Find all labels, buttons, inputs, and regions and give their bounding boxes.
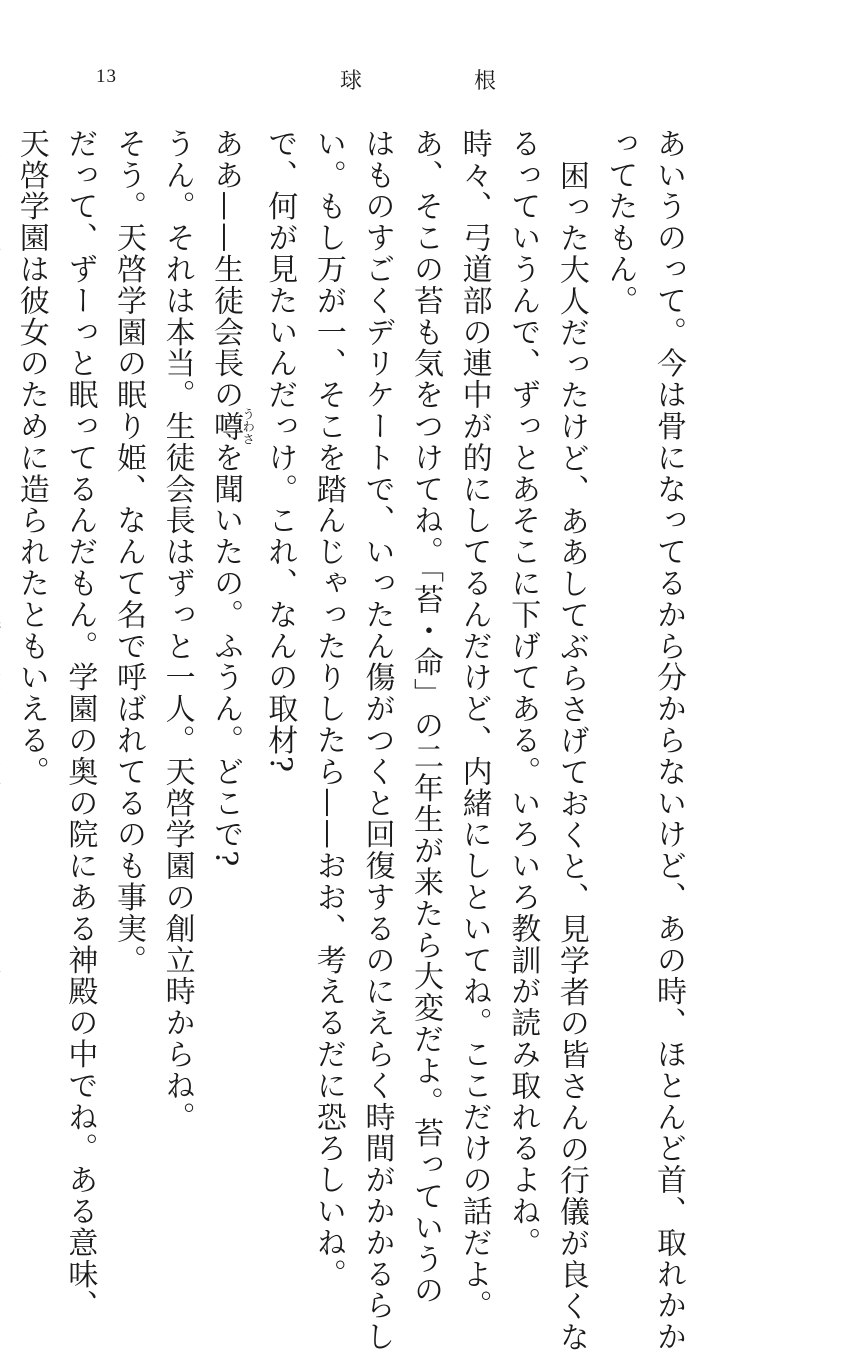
text-line: 時々、弓道部の連中が的にしてるんだけど、内緒にしといてね。ここだけの話だよ。 bbox=[456, 128, 492, 1322]
text-line: はものすごくデリケートで、いったん傷がつくと回復するのにえらく時間がかかるらし bbox=[359, 128, 395, 1353]
ruby-annotation bbox=[208, 407, 256, 446]
text-line: 天啓学園は彼女のために造られたともいえる。 bbox=[13, 128, 49, 788]
text-line: るっていうんで、ずっとあそこに下げてある。いろいろ教訓が読み取れるよね。 bbox=[505, 128, 541, 1259]
vertical-body-text bbox=[13, 128, 692, 1353]
text-line: あ、そこの苔も気をつけてね。「苔・命」の二年生が来たら大変だよ。苔っていうの bbox=[408, 128, 444, 1307]
text-line: 困った大人だったけど、ああしてぶらさげておくと、見学者の皆さんの行儀が良くな bbox=[553, 159, 589, 1353]
text-segment: ああ——生徒会長の bbox=[208, 128, 244, 411]
text-line: あいうのって。今は骨になってるから分からないけど、あの時、ほとんど首、取れかか bbox=[651, 128, 686, 1353]
text-line-with-ruby bbox=[201, 128, 255, 1128]
text-line: い。もし万が一、そこを踏んじゃったりしたら——おお、考えるだに恐ろしいね。 bbox=[310, 128, 346, 1290]
text-line: だって、ずーっと眠ってるんだもん。学園の奥の院にある神殿の中でね。ある意味、 bbox=[62, 128, 98, 1322]
page-number: 13 bbox=[96, 66, 117, 87]
running-title: 球根 bbox=[340, 69, 609, 94]
text-segment: を聞いたの。ふうん。どこで? bbox=[208, 442, 244, 868]
text-line bbox=[0, 128, 6, 1128]
text-line: ってたもん。 bbox=[602, 128, 638, 317]
ruby-reading: うわさ bbox=[240, 407, 256, 446]
text-line: うん。それは本当。生徒会長はずっと一人。天啓学園の創立時からね。 bbox=[159, 128, 195, 1133]
ruby-base: 噂 bbox=[208, 407, 244, 446]
text-line: で、何が見たいんだっけ。これ、なんの取材? bbox=[262, 128, 298, 774]
text-line: そう。天啓学園の眠り姫、なんて名で呼ばれてるのも事実。 bbox=[110, 128, 146, 976]
